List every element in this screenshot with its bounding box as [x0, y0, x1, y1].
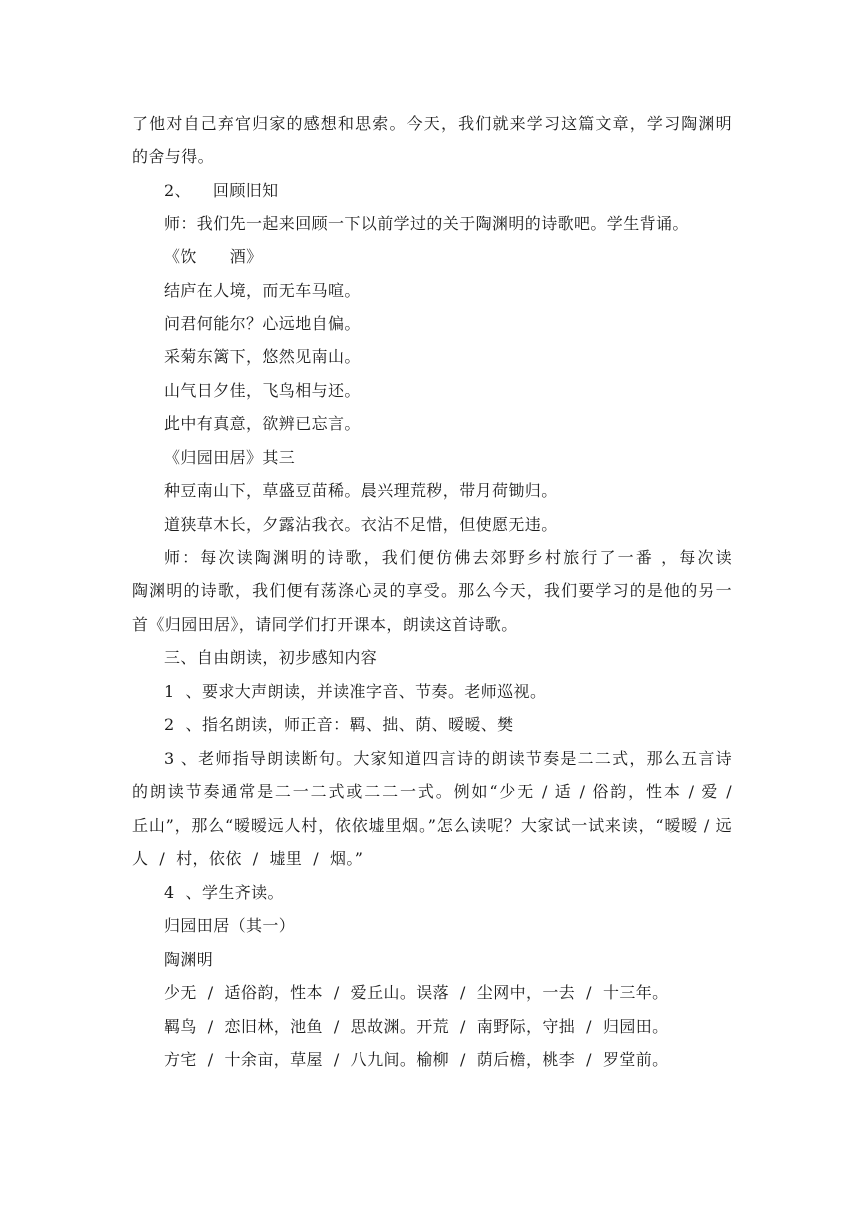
paragraph-line: 陶渊明的诗歌，我们便有荡涤心灵的享受。那么今天，我们要学习的是他的另一	[132, 581, 732, 600]
paragraph-line: 首《归园田居》，请同学们打开课本，朗读这首诗歌。	[132, 615, 518, 634]
poem-title: 《归园田居》其三	[164, 448, 296, 467]
poem-author: 陶渊明	[164, 950, 214, 969]
paragraph-line: 师：每次读陶渊明的诗歌，我们便仿佛去郊野乡村旅行了一番 ，每次读	[164, 548, 732, 567]
poem-title: 归园田居（其一）	[164, 916, 296, 935]
paragraph-line: 的舍与得。	[132, 147, 215, 166]
poem-title: 《饮 酒》	[164, 247, 263, 266]
section-heading: 2、 回顾旧知	[164, 181, 279, 200]
section-heading: 三、自由朗读，初步感知内容	[164, 648, 378, 667]
poem-line: 结庐在人境，而无车马喧。	[164, 281, 361, 300]
paragraph-line: 的朗读节奏通常是二一二式或二二一式。例如“少无 / 适 / 俗韵，性本 / 爱 /	[132, 782, 732, 801]
poem-line: 羁鸟 / 恋旧林，池鱼 / 思故渊。开荒 / 南野际，守拙 / 归园田。	[164, 1017, 669, 1036]
paragraph-line: 丘山”，那么“暧暧远人村，依依墟里烟。”怎么读呢？大家试一试来读，“暧暧 / 远	[132, 816, 732, 835]
list-item: 3 、老师指导朗读断句。大家知道四言诗的朗读节奏是二二式，那么五言诗	[164, 749, 732, 768]
poem-line: 道狭草木长，夕露沾我衣。衣沾不足惜，但使愿无违。	[164, 515, 558, 534]
poem-line: 采菊东篱下，悠然见南山。	[164, 347, 361, 366]
poem-line: 种豆南山下，草盛豆苗稀。晨兴理荒秽，带月荷锄归。	[164, 481, 558, 500]
paragraph-line: 了他对自己弃官归家的感想和思索。今天，我们就来学习这篇文章，学习陶渊明	[132, 114, 732, 133]
poem-line: 方宅 / 十余亩，草屋 / 八九间。榆柳 / 荫后檐，桃李 / 罗堂前。	[164, 1050, 669, 1069]
poem-line: 少无 / 适俗韵，性本 / 爱丘山。误落 / 尘网中，一去 / 十三年。	[164, 983, 669, 1002]
poem-line: 问君何能尔？心远地自偏。	[164, 314, 361, 333]
list-item: 4 、学生齐读。	[164, 883, 284, 902]
paragraph-line: 师：我们先一起来回顾一下以前学过的关于陶渊明的诗歌吧。学生背诵。	[164, 214, 689, 233]
list-item: 1 、要求大声朗读，并读准字音、节奏。老师巡视。	[164, 682, 547, 701]
poem-line: 山气日夕佳，飞鸟相与还。	[164, 381, 361, 400]
poem-line: 此中有真意，欲辨已忘言。	[164, 414, 361, 433]
paragraph-line: 人 / 村，依依 / 墟里 / 烟。”	[132, 849, 364, 868]
list-item: 2 、指名朗读，师正音：羁、拙、荫、暧暧、樊	[164, 715, 514, 734]
